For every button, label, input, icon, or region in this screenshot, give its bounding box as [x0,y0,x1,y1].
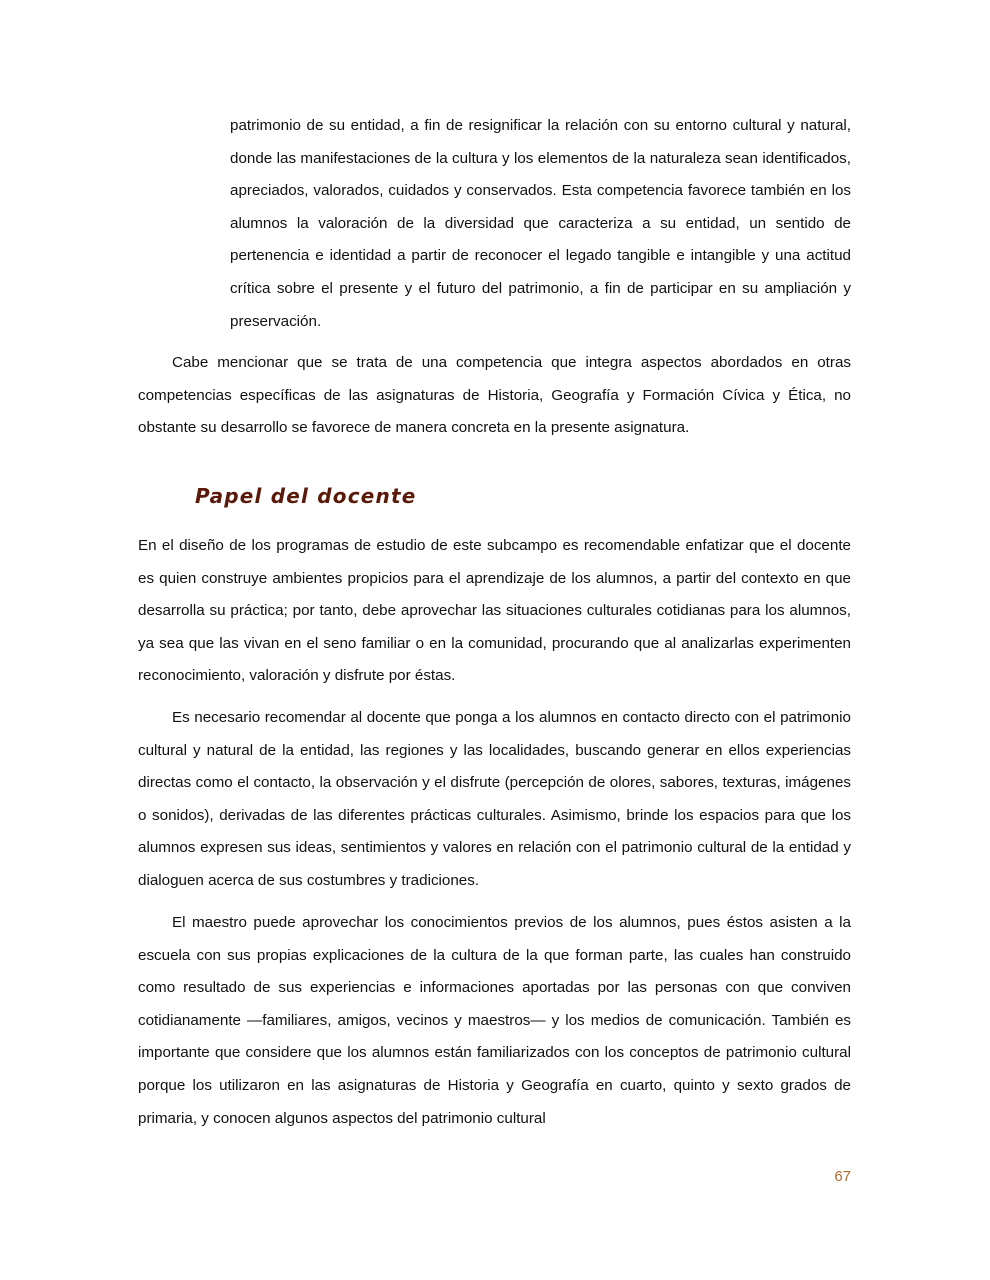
paragraph-diseno-programas: En el diseño de los programas de estudio de este subcampo es recomendable enfatizar que el docente es quien construye ambientes propicios para el aprendizaje de los alumnos, a partir del contexto en que desarrolla su práctica; por tanto, debe aprovechar las situaciones culturales cotidianas para los alumnos, ya sea que las vivan en el seno familiar o en la comunidad, procurando que al analizarlas experimenten reconocimiento, valoración y disfrute por éstas. [138,537,851,685]
paragraph-es-necesario: Es necesario recomendar al docente que ponga a los alumnos en contacto directo con el patrimonio cultural y natural de la entidad, las regiones y las localidades, buscando generar en ellos experiencias directas como el contacto, la observación y el disfrute (percepción de olores, sabores, texturas, imágenes o sonidos), derivadas de las diferentes prácticas culturales. Asimismo, brinde los espacios para que los alumnos expresen sus ideas, sentimientos y valores en relación con el patrimonio cultural de la entidad y dialoguen acerca de sus costumbres y tradiciones. [138,709,851,889]
section-heading-papel-del-docente: Papel del docente [195,484,417,508]
paragraph-el-maestro: El maestro puede aprovechar los conocimientos previos de los alumnos, pues éstos asisten a la escuela con sus propias explicaciones de la cultura de la que forman parte, las cuales han construido como resultado de sus experiencias e informaciones aportadas por las personas con que conviven cotidianamente —familiares, amigos, vecinos y maestros— y los medios de comunicación. También es importante que considere que los alumnos están familiarizados con los conceptos de patrimonio cultural porque los utilizaron en las asignaturas de Historia y Geografía en cuarto, quinto y sexto grados de primaria, y conocen algunos aspectos del patrimonio cultural [138,914,851,1127]
page-number: 67 [834,1168,851,1185]
quoted-competency-paragraph: patrimonio de su entidad, a fin de resignificar la relación con su entorno cultural y natural, donde las manifestaciones de la cultura y los elementos de la naturaleza sean identificados, apreciados, valorados, cuidados y conservados. Esta competencia favorece también en los alumnos la valoración de la diversidad que caracteriza a su entidad, un sentido de pertenencia e identidad a partir de reconocer el legado tangible e intangible y una actitud crítica sobre el presente y el futuro del patrimonio, a fin de participar en su ampliación y preservación. [230,117,851,330]
paragraph-cabe-mencionar: Cabe mencionar que se trata de una competencia que integra aspectos abordados en otras competencias específicas de las asignaturas de Historia, Geografía y Formación Cívica y Ética, no obstante su desarrollo se favorece de manera concreta en la presente asignatura. [138,354,851,437]
